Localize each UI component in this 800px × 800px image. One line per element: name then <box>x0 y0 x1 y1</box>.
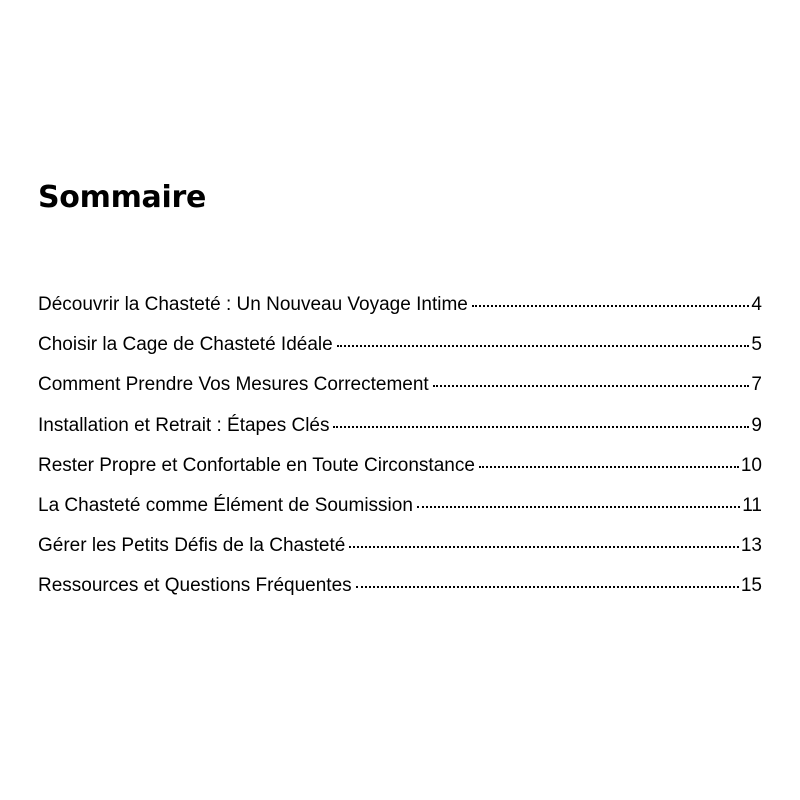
toc-entry-page: 11 <box>742 494 762 516</box>
toc-entry-label: Gérer les Petits Défis de la Chasteté <box>38 535 346 557</box>
toc-entry-label: Installation et Retrait : Étapes Clés <box>38 414 330 436</box>
toc-entry-page: 5 <box>751 334 762 356</box>
toc-entry-page: 10 <box>740 454 762 476</box>
toc-entry-label: Comment Prendre Vos Mesures Correctement <box>38 374 429 396</box>
toc-entry <box>38 290 762 330</box>
toc-entry-label: La Chasteté comme Élément de Soumission <box>38 494 413 516</box>
dot-leader <box>349 546 739 548</box>
toc-entry <box>38 330 762 370</box>
dot-leader <box>433 385 750 387</box>
toc-entry-label: Ressources et Questions Fréquentes <box>38 575 352 597</box>
toc-title: Sommaire <box>38 180 207 215</box>
dot-leader <box>337 345 750 347</box>
toc-entry-label: Choisir la Cage de Chasteté Idéale <box>38 334 333 356</box>
toc-entry <box>38 491 762 531</box>
toc-entry-page: 4 <box>751 294 762 315</box>
toc-entry <box>38 531 762 571</box>
dot-leader <box>333 426 749 428</box>
toc-entry-page: 9 <box>751 414 762 436</box>
toc-entry <box>38 411 762 451</box>
table-of-contents <box>38 290 762 612</box>
dot-leader <box>479 466 739 468</box>
dot-leader <box>356 586 739 588</box>
dot-leader <box>417 506 740 508</box>
toc-entry-label: Rester Propre et Confortable en Toute Circonstance <box>38 454 475 476</box>
toc-entry-label: Découvrir la Chasteté : Un Nouveau Voyage Intime <box>38 294 468 315</box>
dot-leader <box>472 305 750 307</box>
toc-entry <box>38 451 762 491</box>
toc-entry <box>38 370 762 410</box>
toc-entry <box>38 571 762 611</box>
toc-entry-page: 13 <box>740 535 762 557</box>
toc-entry-page: 15 <box>740 575 762 597</box>
toc-entry-page: 7 <box>751 374 762 396</box>
